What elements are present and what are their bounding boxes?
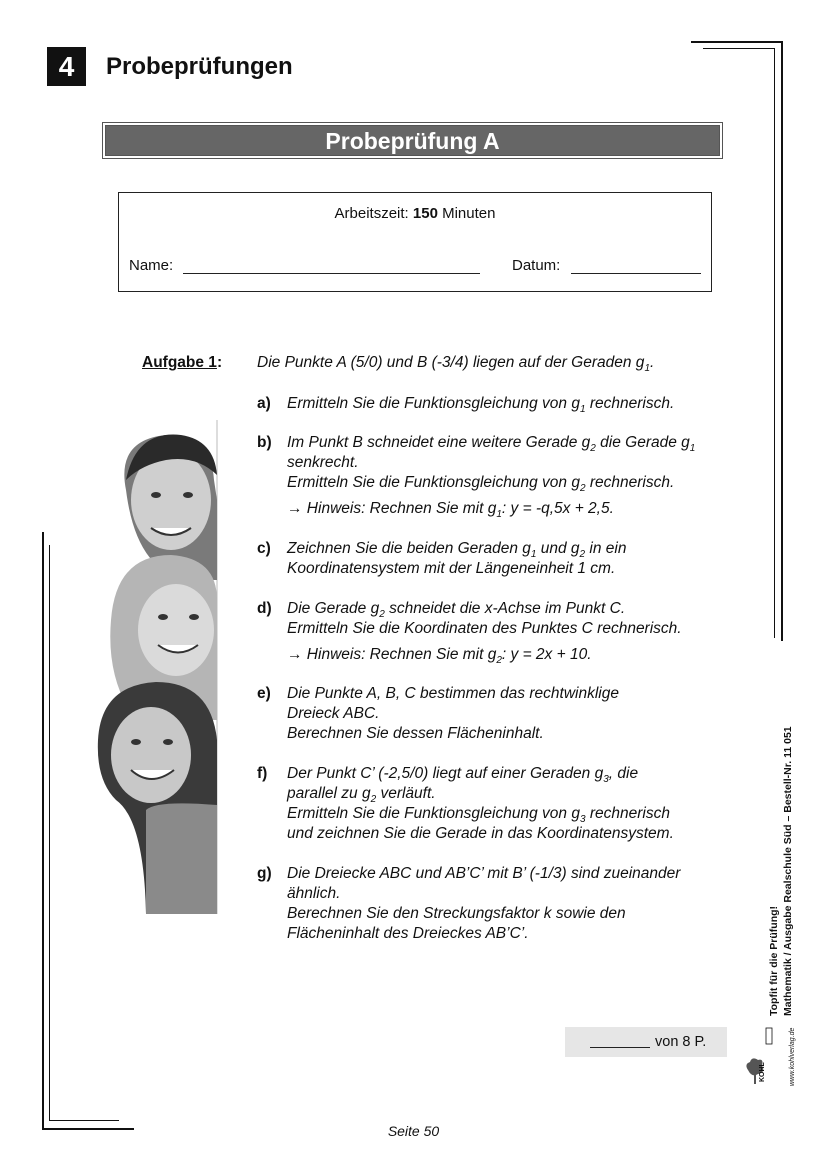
- hint-text: → Hinweis: Rechnen Sie mit $g_1$: y = -q,5x + 2,5.: [287, 500, 614, 520]
- chapter-number: 4: [47, 47, 86, 86]
- frame-line-left: [42, 532, 44, 1130]
- date-field[interactable]: [571, 273, 701, 274]
- item-label: e): [257, 685, 271, 702]
- item-label: b): [257, 434, 272, 451]
- item-text: Die Dreiecke ABC und AB’C’ mit B’ (-1/3) sind zueinander ähnlich. Berechnen Sie den Streckungsfaktor k sowie den Flächeninhalt des Dreieckes AB’C’.: [287, 865, 681, 942]
- item-label: a): [257, 395, 271, 412]
- score-box: [565, 1027, 727, 1057]
- item-label: d): [257, 600, 272, 617]
- worktime-label: Arbeitszeit:: [334, 205, 409, 222]
- task-label: Aufgabe 1:: [142, 354, 223, 371]
- worktime: [119, 205, 711, 222]
- exam-title-banner: [102, 122, 723, 159]
- publisher-logo: [742, 1020, 792, 1090]
- publisher-logo-text: KOHL: [759, 1062, 766, 1082]
- side-title: Topfit für die Prüfung!: [768, 905, 780, 1016]
- item-text: Der Punkt C’ (-2,5/0) liegt auf einer Geraden $g_3$, die parallel zu $g_2$ verläuft. Ermitteln Sie die Funktionsgleichung von $g_3$ rechnerisch und zeichnen Sie die Gerade in das Koordinatensystem.: [287, 765, 674, 842]
- frame-line-top-right-inner: [703, 48, 775, 49]
- name-label: Name:: [129, 257, 174, 274]
- students-photo: [96, 420, 218, 914]
- publisher-url[interactable]: www.kohlverlag.de: [789, 1027, 796, 1086]
- exam-info-box: [118, 192, 712, 292]
- score-text: von 8 P.: [655, 1034, 707, 1050]
- item-text: Ermitteln Sie die Funktionsgleichung von $g_1$ rechnerisch.: [287, 395, 675, 415]
- chapter-title: Probeprüfungen: [106, 53, 293, 80]
- hint-text: → Hinweis: Rechnen Sie mit $g_2$: y = 2x + 10.: [287, 646, 592, 666]
- item-text: Zeichnen Sie die beiden Geraden $g_1$ und $g_2$ in ein Koordinatensystem mit der Längeneinheit 1 cm.: [287, 540, 627, 577]
- side-subtitle: Mathematik / Ausgabe Realschule Süd – Bestell-Nr. 11 051: [782, 726, 794, 1016]
- name-field[interactable]: [183, 273, 480, 274]
- item-label: c): [257, 540, 271, 557]
- task-intro: Die Punkte A (5/0) und B (-3/4) liegen auf der Geraden $g_1$.: [257, 354, 655, 374]
- item-label: g): [257, 865, 272, 882]
- worktime-unit: Minuten: [442, 205, 496, 222]
- item-text: Im Punkt B schneidet eine weitere Gerade $g_2$ die Gerade $g_1$ senkrecht. Ermitteln Sie die Funktionsgleichung von $g_2$ rechnerisch.: [287, 434, 696, 494]
- item-text: Die Punkte A, B, C bestimmen das rechtwinklige Dreieck ABC. Berechnen Sie dessen Flächeninhalt.: [287, 685, 619, 742]
- frame-line-right-inner: [774, 48, 775, 638]
- item-label: f): [257, 765, 268, 782]
- score-blank[interactable]: [590, 1047, 650, 1048]
- exam-title: Probeprüfung A: [325, 128, 500, 154]
- page-number: Seite 50: [387, 1123, 440, 1139]
- worktime-value: 150: [412, 205, 438, 222]
- frame-line-left-inner: [49, 545, 50, 1121]
- frame-line-right: [781, 41, 783, 641]
- date-label: Datum:: [512, 257, 561, 274]
- frame-line-bottom-left-inner: [49, 1120, 119, 1121]
- frame-line-top-right: [691, 41, 783, 43]
- item-text: Die Gerade $g_2$ schneidet die x-Achse im Punkt C. Ermitteln Sie die Koordinaten des Punktes C rechnerisch.: [287, 600, 682, 637]
